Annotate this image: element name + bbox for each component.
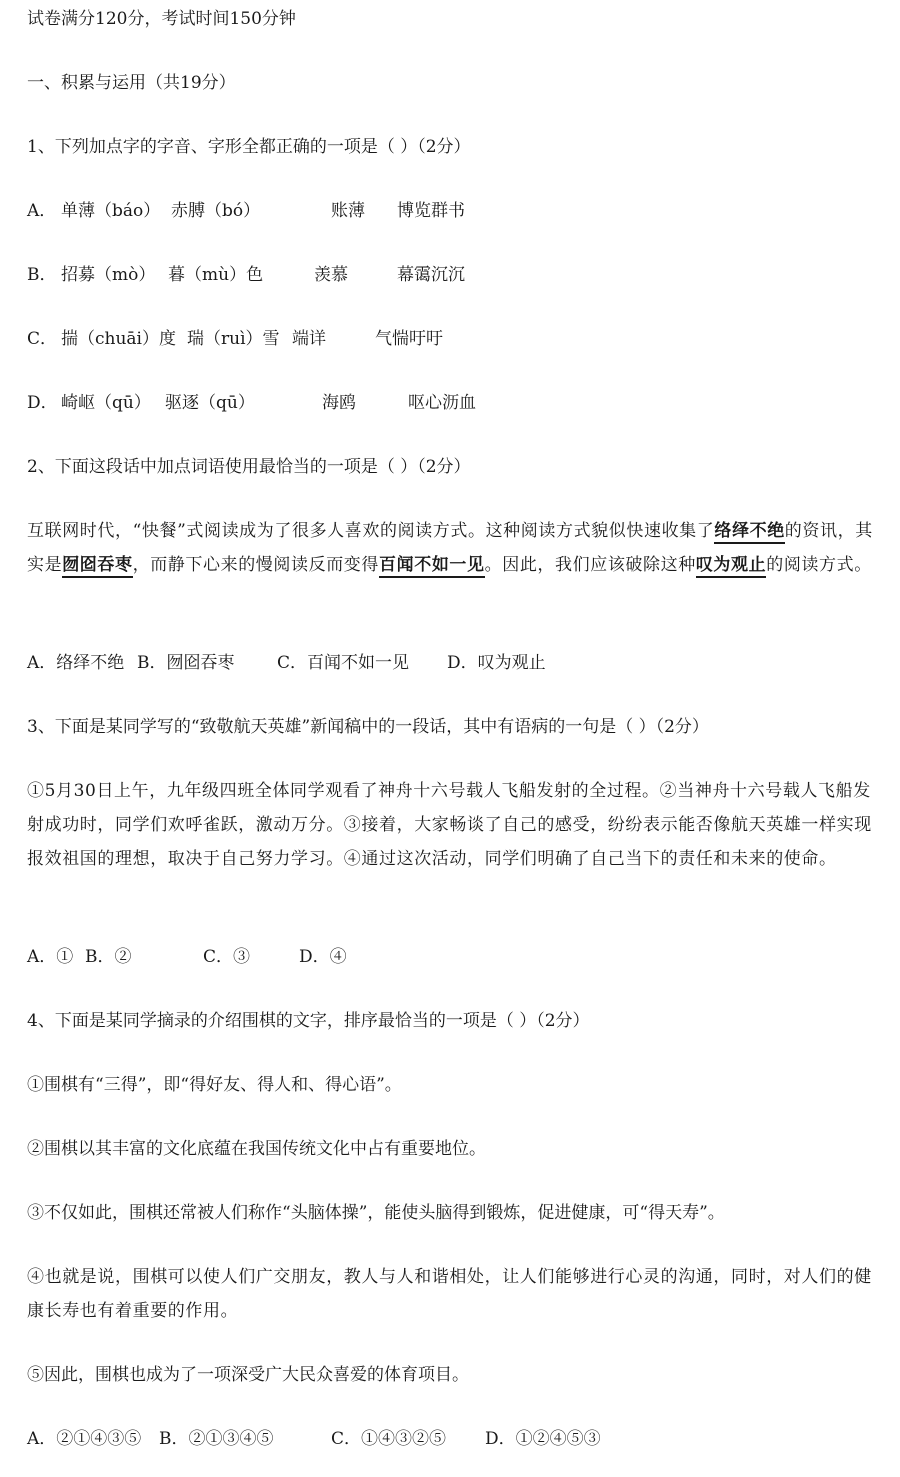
question-3-options — [27, 946, 347, 968]
option-d: D．叹为观止 — [447, 653, 546, 673]
option-d: D．④ — [299, 947, 347, 967]
question-1-option-c — [27, 328, 443, 350]
question-4-stem: 4、下面是某同学摘录的介绍围棋的文字，排序最恰当的一项是（ ）（2分） — [27, 1011, 590, 1031]
option-word: 暮（mù）色 — [168, 265, 264, 285]
option-letter: D． — [27, 393, 58, 413]
question-4-sentence-1: ①围棋有“三得”，即“得好友、得人和、得心语”。 — [27, 1075, 402, 1095]
option-word: 幕霭沉沉 — [397, 265, 465, 285]
passage-text: 的资讯，其实是 — [27, 521, 873, 575]
question-3-passage: ①5月30日上午，九年级四班全体同学观看了神舟十六号载人飞船发射的全过程。②当神舟十六号载人飞船发射成功时，同学们欢呼雀跃，激动万分。③接着，大家畅谈了自己的感受，纷纷表示能否像航天英雄一样实现报效祖国的理想，取决于自己努力学习。④通过这次活动，同学们明确了自己当下的责任和未来的使命。 — [27, 781, 872, 869]
question-4-options — [27, 1428, 601, 1450]
option-word: 羡慕 — [314, 265, 348, 285]
passage-text: ，而静下心来的慢阅读反而变得 — [132, 555, 380, 575]
option-letter: C． — [27, 329, 58, 349]
question-2-passage — [27, 514, 875, 582]
option-word: 呕心沥血 — [408, 393, 476, 413]
question-2-stem: 2、下面这段话中加点词语使用最恰当的一项是（ ）（2分） — [27, 457, 471, 477]
question-4-sentence-3: ③不仅如此，围棋还常被人们称作“头脑体操”，能使头脑得到锻炼，促进健康，可“得天寿”。 — [27, 1203, 725, 1223]
passage-text: 的阅读方式。 — [766, 555, 872, 575]
passage-text: 互联网时代，“快餐”式阅读成为了很多人喜欢的阅读方式。这种阅读方式貌似快速收集了 — [27, 521, 715, 541]
option-a: A．②①④③⑤ — [27, 1429, 142, 1449]
keyword-4: 叹为观止 — [696, 555, 766, 578]
question-1-option-b — [27, 264, 465, 286]
option-word: 招募（mò） — [61, 265, 156, 285]
option-word: 端详 — [292, 329, 326, 349]
question-1-stem: 1、下列加点字的字音、字形全都正确的一项是（ ）（2分） — [27, 137, 471, 157]
option-word: 海鸥 — [322, 393, 356, 413]
option-b: B．囫囵吞枣 — [137, 653, 235, 673]
option-c: C．①④③②⑤ — [331, 1429, 447, 1449]
passage-text: 。因此，我们应该破除这种 — [484, 555, 696, 575]
option-word: 气惴吁吁 — [375, 329, 443, 349]
option-word: 赤膊（bó） — [171, 201, 261, 221]
option-d: D．①②④⑤③ — [485, 1429, 601, 1449]
question-1-option-a — [27, 200, 465, 222]
option-letter: A． — [27, 201, 57, 221]
keyword-2: 囫囵吞枣 — [62, 555, 132, 578]
section-title: 一、积累与运用（共19分） — [27, 73, 236, 93]
option-word: 账薄 — [331, 201, 365, 221]
keyword-3: 百闻不如一见 — [379, 555, 485, 578]
option-word: 单薄（báo） — [61, 201, 161, 221]
question-4-sentence-4: ④也就是说，围棋可以使人们广交朋友，教人与人和谐相处，让人们能够进行心灵的沟通，同时，对人们的健康长寿也有着重要的作用。 — [27, 1267, 872, 1321]
exam-info: 试卷满分120分，考试时间150分钟 — [27, 9, 296, 29]
option-word: 崎岖（qū） — [61, 393, 151, 413]
question-2-options — [27, 652, 546, 674]
option-a: A．络绎不绝 — [27, 653, 125, 673]
option-b: B．② — [85, 947, 132, 967]
option-word: 揣（chuāi）度 — [61, 329, 176, 349]
option-word: 瑞（ruì）雪 — [187, 329, 280, 349]
question-3-stem: 3、下面是某同学写的“致敬航天英雄”新闻稿中的一段话，其中有语病的一句是（ ）（2分） — [27, 717, 709, 737]
keyword-1: 络绎不绝 — [714, 521, 784, 544]
option-word: 驱逐（qū） — [165, 393, 255, 413]
option-b: B．②①③④⑤ — [159, 1429, 274, 1449]
question-4-sentence-2: ②围棋以其丰富的文化底蕴在我国传统文化中占有重要地位。 — [27, 1139, 486, 1159]
question-4-sentence-5: ⑤因此，围棋也成为了一项深受广大民众喜爱的体育项目。 — [27, 1365, 469, 1385]
question-1-option-d — [27, 392, 476, 414]
option-word: 博览群书 — [397, 201, 465, 221]
option-a: A．① — [27, 947, 74, 967]
option-c: C．③ — [203, 947, 251, 967]
option-letter: B． — [27, 265, 57, 285]
option-c: C．百闻不如一见 — [277, 653, 410, 673]
